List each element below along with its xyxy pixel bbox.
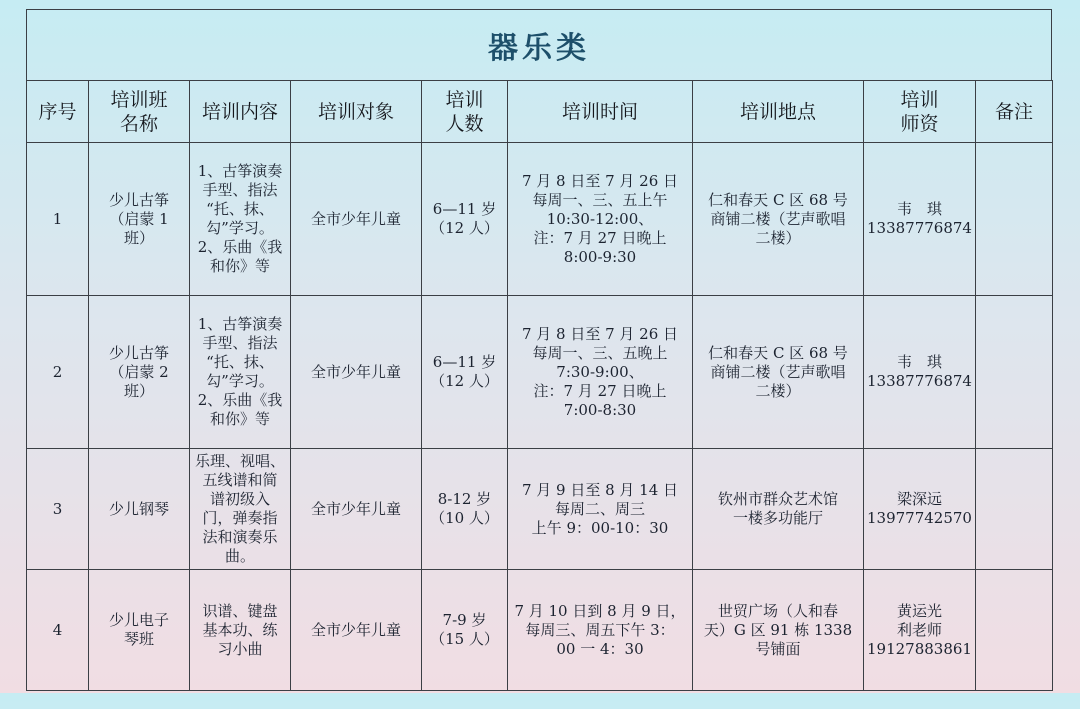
header-time: 培训时间 <box>508 81 693 143</box>
cell-audience: 全市少年儿童 <box>291 296 422 449</box>
header-location: 培训地点 <box>693 81 864 143</box>
header-size: 培训 人数 <box>422 81 508 143</box>
cell-serial: 3 <box>27 449 89 570</box>
header-content: 培训内容 <box>190 81 291 143</box>
cell-teacher: 韦 琪 13387776874 <box>864 143 976 296</box>
cell-size: 6—11 岁 （12 人） <box>422 296 508 449</box>
cell-size: 7-9 岁 （15 人） <box>422 570 508 691</box>
cell-content: 识谱、键盘 基本功、练 习小曲 <box>190 570 291 691</box>
cell-class-name: 少儿电子 琴班 <box>89 570 190 691</box>
cell-content: 乐理、视唱、 五线谱和简 谱初级入 门，弹奏指 法和演奏乐 曲。 <box>190 449 291 570</box>
cell-serial: 1 <box>27 143 89 296</box>
cell-time: 7 月 8 日至 7 月 26 日 每周一、三、五晚上 7:30-9:00、 注：7 月 27 日晚上 7:00-8:30 <box>508 296 693 449</box>
cell-teacher: 韦 琪 13387776874 <box>864 296 976 449</box>
header-note: 备注 <box>976 81 1053 143</box>
cell-note <box>976 296 1053 449</box>
cell-audience: 全市少年儿童 <box>291 570 422 691</box>
cell-time: 7 月 10 日到 8 月 9 日， 每周三、周五下午 3： 00 一 4：30 <box>508 570 693 691</box>
cell-audience: 全市少年儿童 <box>291 143 422 296</box>
cell-location: 仁和春天 C 区 68 号 商铺二楼（艺声歌唱 二楼） <box>693 296 864 449</box>
course-table-sheet <box>26 9 1052 709</box>
header-class-name: 培训班 名称 <box>89 81 190 143</box>
cell-note <box>976 143 1053 296</box>
cell-location: 钦州市群众艺术馆 一楼多功能厅 <box>693 449 864 570</box>
cell-serial: 2 <box>27 296 89 449</box>
cell-audience: 全市少年儿童 <box>291 449 422 570</box>
cell-class-name: 少儿古筝 （启蒙 2 班） <box>89 296 190 449</box>
header-teacher: 培训 师资 <box>864 81 976 143</box>
cell-content: 1、古筝演奏 手型、指法 “托、抹、 勾”学习。 2、乐曲《我 和你》等 <box>190 143 291 296</box>
cell-teacher: 梁深远 13977742570 <box>864 449 976 570</box>
header-row <box>27 81 1053 143</box>
cell-location: 世贸广场（人和春 天）G 区 91 栋 1338 号铺面 <box>693 570 864 691</box>
table-row <box>27 570 1053 691</box>
course-table <box>26 80 1053 691</box>
cell-note <box>976 570 1053 691</box>
cell-size: 8-12 岁 （10 人） <box>422 449 508 570</box>
cell-serial: 4 <box>27 570 89 691</box>
cell-time: 7 月 8 日至 7 月 26 日 每周一、三、五上午 10:30-12:00、 注：7 月 27 日晚上 8:00-9:30 <box>508 143 693 296</box>
table-title: 器乐类 <box>26 9 1052 80</box>
header-serial: 序号 <box>27 81 89 143</box>
table-row <box>27 143 1053 296</box>
cell-teacher: 黄运光 利老师 19127883861 <box>864 570 976 691</box>
cell-size: 6—11 岁 （12 人） <box>422 143 508 296</box>
header-audience: 培训对象 <box>291 81 422 143</box>
cell-time: 7 月 9 日至 8 月 14 日 每周二、周三 上午 9：00-10：30 <box>508 449 693 570</box>
cell-note <box>976 449 1053 570</box>
table-row <box>27 449 1053 570</box>
cell-class-name: 少儿古筝 （启蒙 1 班） <box>89 143 190 296</box>
cell-class-name: 少儿钢琴 <box>89 449 190 570</box>
table-row <box>27 296 1053 449</box>
cell-location: 仁和春天 C 区 68 号 商铺二楼（艺声歌唱 二楼） <box>693 143 864 296</box>
cell-content: 1、古筝演奏 手型、指法 “托、抹、 勾”学习。 2、乐曲《我 和你》等 <box>190 296 291 449</box>
